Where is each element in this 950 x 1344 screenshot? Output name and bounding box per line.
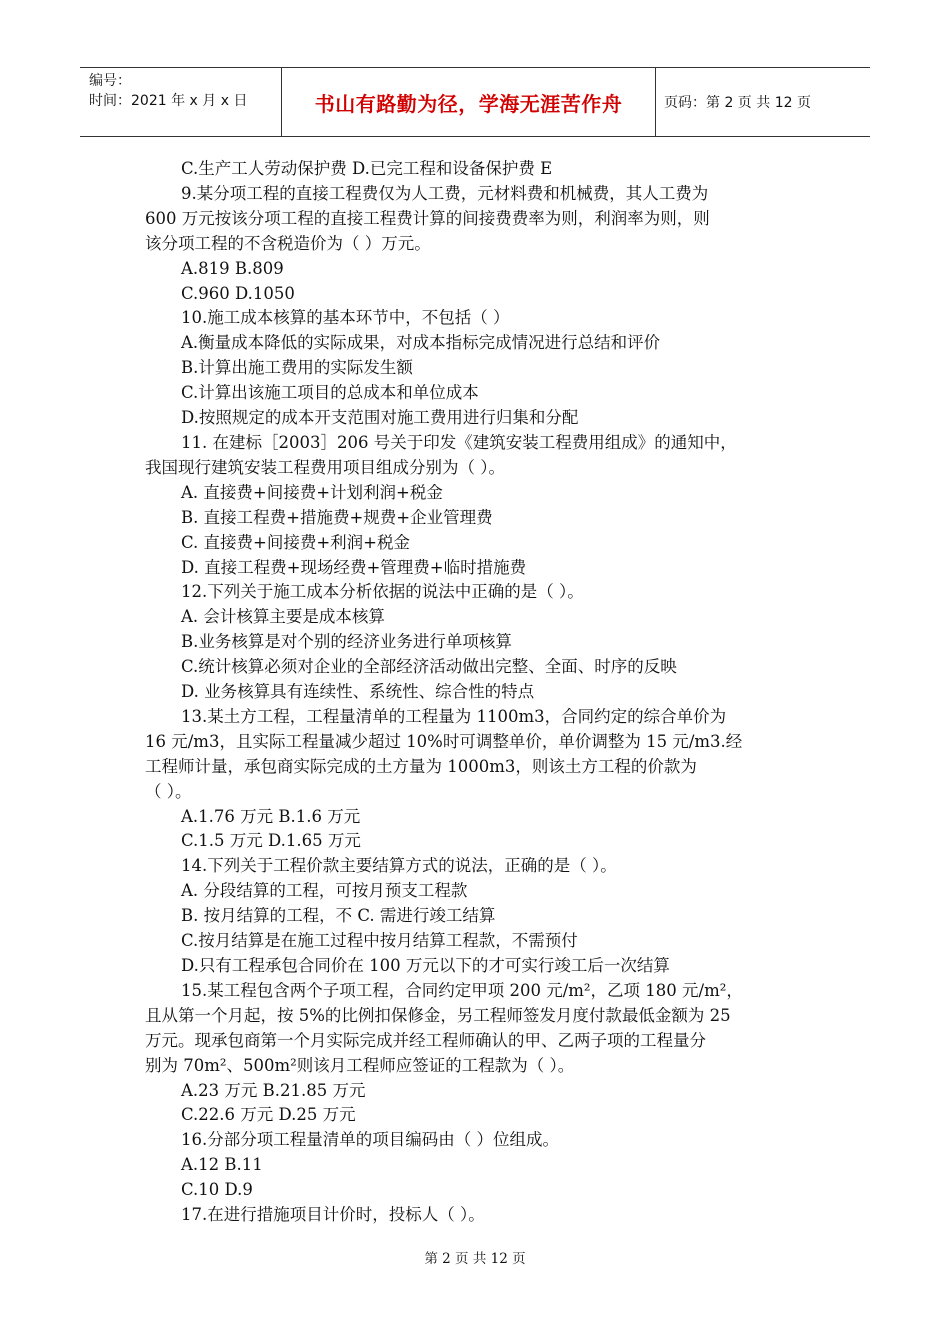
number-label: 编号： [89,73,131,89]
answer-option-line: A.12 B.11 [181,1155,263,1175]
question-line: 9.某分项工程的直接工程费仅为人工费，元材料费和机械费，其人工费为 [181,183,709,203]
text-line: 别为 70m²、500m²则该月工程师应签证的工程款为（ ）。 [145,1055,575,1075]
question-line: 11. 在建标［2003］206 号关于印发《建筑安装工程费用组成》的通知中， [181,432,737,452]
question-line: 17.在进行措施项目计价时，投标人（ ）。 [181,1205,485,1225]
text-line: 且从第一个月起，按 5%的比例扣保修金，另工程师签发月度付款最低金额为 25 [145,1005,731,1025]
answer-option-line: B.业务核算是对个别的经济业务进行单项核算 [181,632,512,652]
header-page-code [656,68,870,136]
answer-option-line: A. 直接费+间接费+计划利润+税金 [181,482,443,502]
header-meta [80,68,282,136]
question-line: 15.某工程包含两个子项工程，合同约定甲项 200 元/m²，乙项 180 元/m²， [181,980,743,1000]
answer-option-line: D. 直接工程费+现场经费+管理费+临时措施费 [181,557,527,577]
answer-option-line: D. 业务核算具有连续性、系统性、综合性的特点 [181,682,535,702]
text-line: 16 元/m3，且实际工程量减少超过 10%时可调整单价，单价调整为 15 元/m3.经 [145,731,743,751]
answer-option-line: A.23 万元 B.21.85 万元 [181,1080,366,1100]
text-line: 600 万元按该分项工程的直接工程费计算的间接费费率为则，利润率为则，则 [145,208,710,228]
text-line: 工程师计量，承包商实际完成的土方量为 1000m3，则该土方工程的价款为 [145,756,697,776]
question-line: 10.施工成本核算的基本环节中，不包括（ ） [181,308,510,328]
text-line: （ ）。 [145,781,192,801]
answer-option-line: A. 会计核算主要是成本核算 [181,607,385,627]
question-line: 13.某土方工程，工程量清单的工程量为 1100m3，合同约定的综合单价为 [181,706,727,726]
page-footer [0,1247,950,1267]
answer-option-line: C.22.6 万元 D.25 万元 [181,1105,356,1125]
question-line: 12.下列关于施工成本分析依据的说法中正确的是（ ）。 [181,582,584,602]
answer-option-line: A.819 B.809 [181,258,284,278]
text-line: 我国现行建筑安装工程费用项目组成分别为（ ）。 [145,457,505,477]
text-line: 万元。现承包商第一个月实际完成并经工程师确认的甲、乙两子项的工程量分 [145,1030,706,1050]
answer-option-line: D.只有工程承包合同价在 100 万元以下的才可实行竣工后一次结算 [181,956,670,975]
answer-option-line: A. 分段结算的工程，可按月预支工程款 [181,881,468,901]
answer-option-line: B. 按月结算的工程，不 C. 需进行竣工结算 [181,906,496,926]
page-header [80,67,870,137]
time-label: 时间：2021 年 x 月 x 日 [89,93,248,109]
answer-option-line: C.1.5 万元 D.1.65 万元 [181,831,361,851]
page-code: 页码：第 2 页 共 12 页 [664,95,811,111]
header-motto-cell [282,68,656,136]
answer-option-line: B.计算出施工费用的实际发生额 [181,358,413,378]
answer-option-line: C.统计核算必须对企业的全部经济活动做出完整、全面、时序的反映 [181,657,677,677]
answer-option-line: B. 直接工程费+措施费+规费+企业管理费 [181,507,493,527]
answer-option-line: C.960 D.1050 [181,283,295,303]
answer-option-line: A.1.76 万元 B.1.6 万元 [181,806,361,826]
answer-option-line: C.生产工人劳动保护费 D.已完工程和设备保护费 E [181,159,553,178]
document-body [145,157,810,1228]
answer-option-line: C.10 D.9 [181,1180,253,1200]
question-line: 16.分部分项工程量清单的项目编码由（ ）位组成。 [181,1130,559,1150]
answer-option-line: D.按照规定的成本开支范围对施工费用进行归集和分配 [181,408,579,428]
answer-option-line: C.按月结算是在施工过程中按月结算工程款，不需预付 [181,931,578,951]
footer-page-number: 第 2 页 共 12 页 [424,1251,526,1267]
answer-option-line: C.计算出该施工项目的总成本和单位成本 [181,383,479,403]
answer-option-line: A.衡量成本降低的实际成果，对成本指标完成情况进行总结和评价 [181,333,661,353]
motto: 书山有路勤为径，学海无涯苦作舟 [314,91,623,116]
question-line: 14.下列关于工程价款主要结算方式的说法，正确的是（ ）。 [181,856,617,876]
text-line: 该分项工程的不含税造价为（ ）万元。 [145,233,431,253]
answer-option-line: C. 直接费+间接费+利润+税金 [181,532,411,552]
